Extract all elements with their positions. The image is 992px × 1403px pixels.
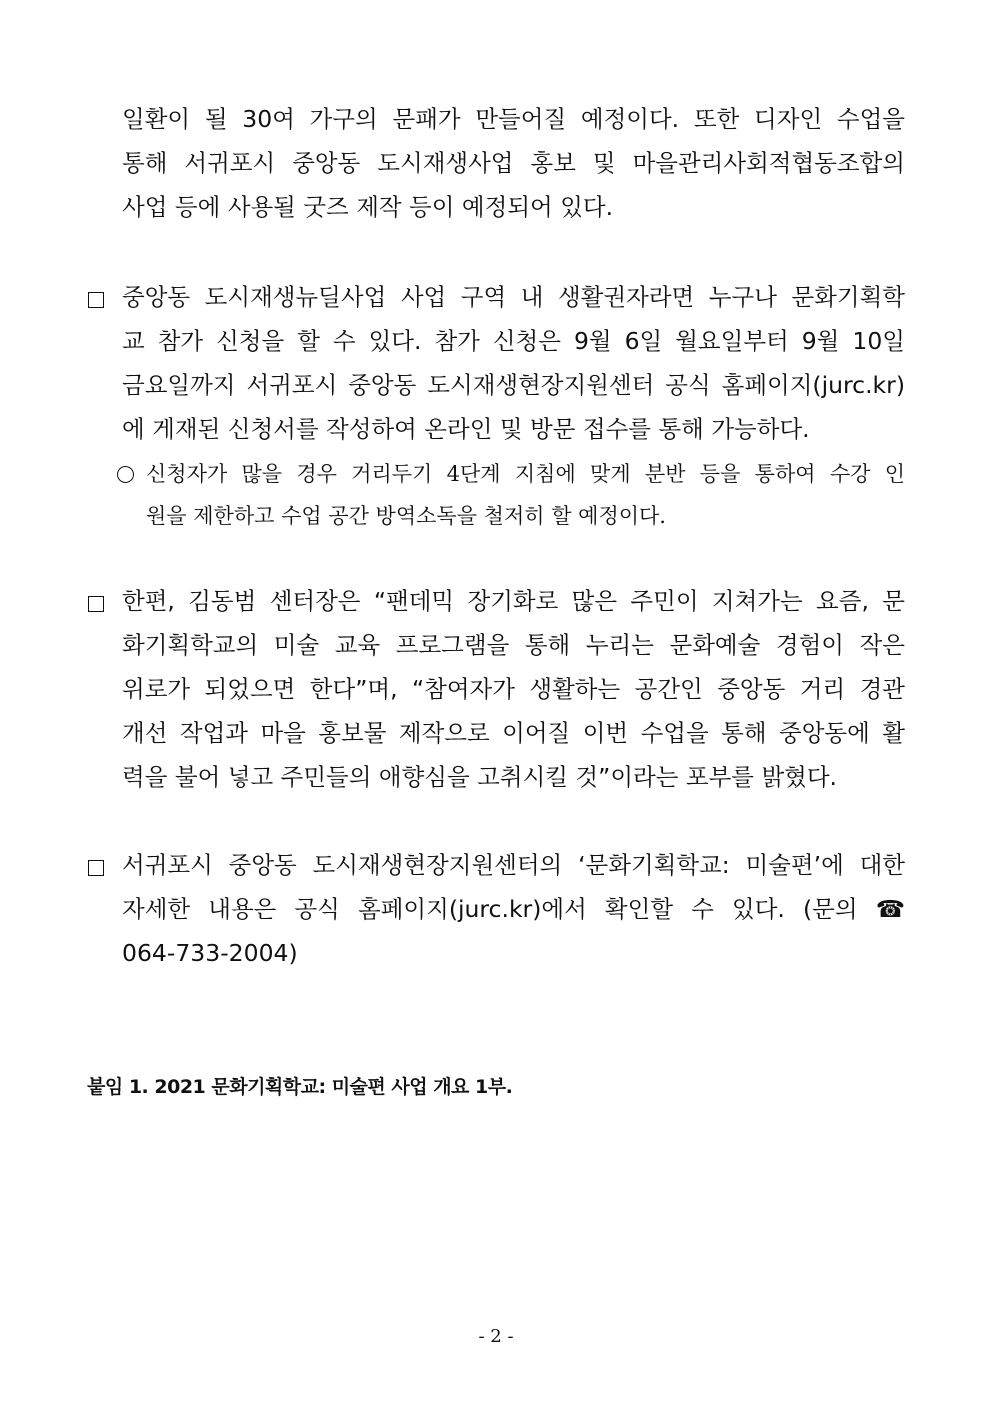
body-line: 중앙동 도시재생뉴딜사업 사업 구역 내 생활권자라면 누구나 문화기획학 (122, 283, 905, 311)
body-line: 화기획학교의 미술 교육 프로그램을 통해 누리는 문화예술 경험이 작은 (122, 631, 905, 659)
body-line: 한편, 김동범 센터장은 “팬데믹 장기화로 많은 주민이 지쳐가는 요즘, 문 (122, 587, 905, 615)
sub-bullet-line: 신청자가 많을 경우 거리두기 4단계 지침에 맞게 분반 등을 통하여 수강 인 (146, 462, 905, 486)
body-line: 에 게재된 신청서를 작성하여 온라인 및 방문 접수를 통해 가능하다. (122, 415, 810, 443)
body-line: 서귀포시 중앙동 도시재생현장지원센터의 ‘문화기획학교: 미술편’에 대한 (122, 851, 905, 879)
body-line: 금요일까지 서귀포시 중앙동 도시재생현장지원센터 공식 홈페이지(jurc.kr) (122, 371, 905, 399)
body-line: 통해 서귀포시 중앙동 도시재생사업 홍보 및 마을관리사회적협동조합의 (122, 149, 905, 177)
square-bullet-icon (88, 596, 104, 612)
page-number: - 2 - (478, 1326, 514, 1347)
body-line: 위로가 되었으면 한다”며, “참여자가 생활하는 공간인 중앙동 거리 경관 (122, 675, 905, 703)
square-bullet-icon (88, 292, 104, 308)
circle-bullet-icon (117, 466, 134, 483)
body-line: 사업 등에 사용될 굿즈 제작 등이 예정되어 있다. (122, 193, 614, 221)
body-line: 064-733-2004) (122, 939, 298, 967)
square-bullet-icon (88, 860, 104, 876)
sub-bullet-line: 원을 제한하고 수업 공간 방역소독을 철저히 할 예정이다. (146, 504, 666, 528)
body-line: 일환이 될 30여 가구의 문패가 만들어질 예정이다. 또한 디자인 수업을 (122, 105, 905, 133)
body-line: 력을 불어 넣고 주민들의 애향심을 고취시킬 것”이라는 포부를 밝혔다. (122, 763, 838, 791)
body-line: 개선 작업과 마을 홍보물 제작으로 이어질 이번 수업을 통해 중앙동에 활 (122, 719, 905, 747)
body-line: 교 참가 신청을 할 수 있다. 참가 신청은 9월 6일 월요일부터 9월 10일 (122, 327, 905, 355)
body-line: 자세한 내용은 공식 홈페이지(jurc.kr)에서 확인할 수 있다. (문의 ☎ (122, 895, 905, 923)
attachment-note: 붙임 1. 2021 문화기획학교: 미술편 사업 개요 1부. (87, 1076, 513, 1098)
